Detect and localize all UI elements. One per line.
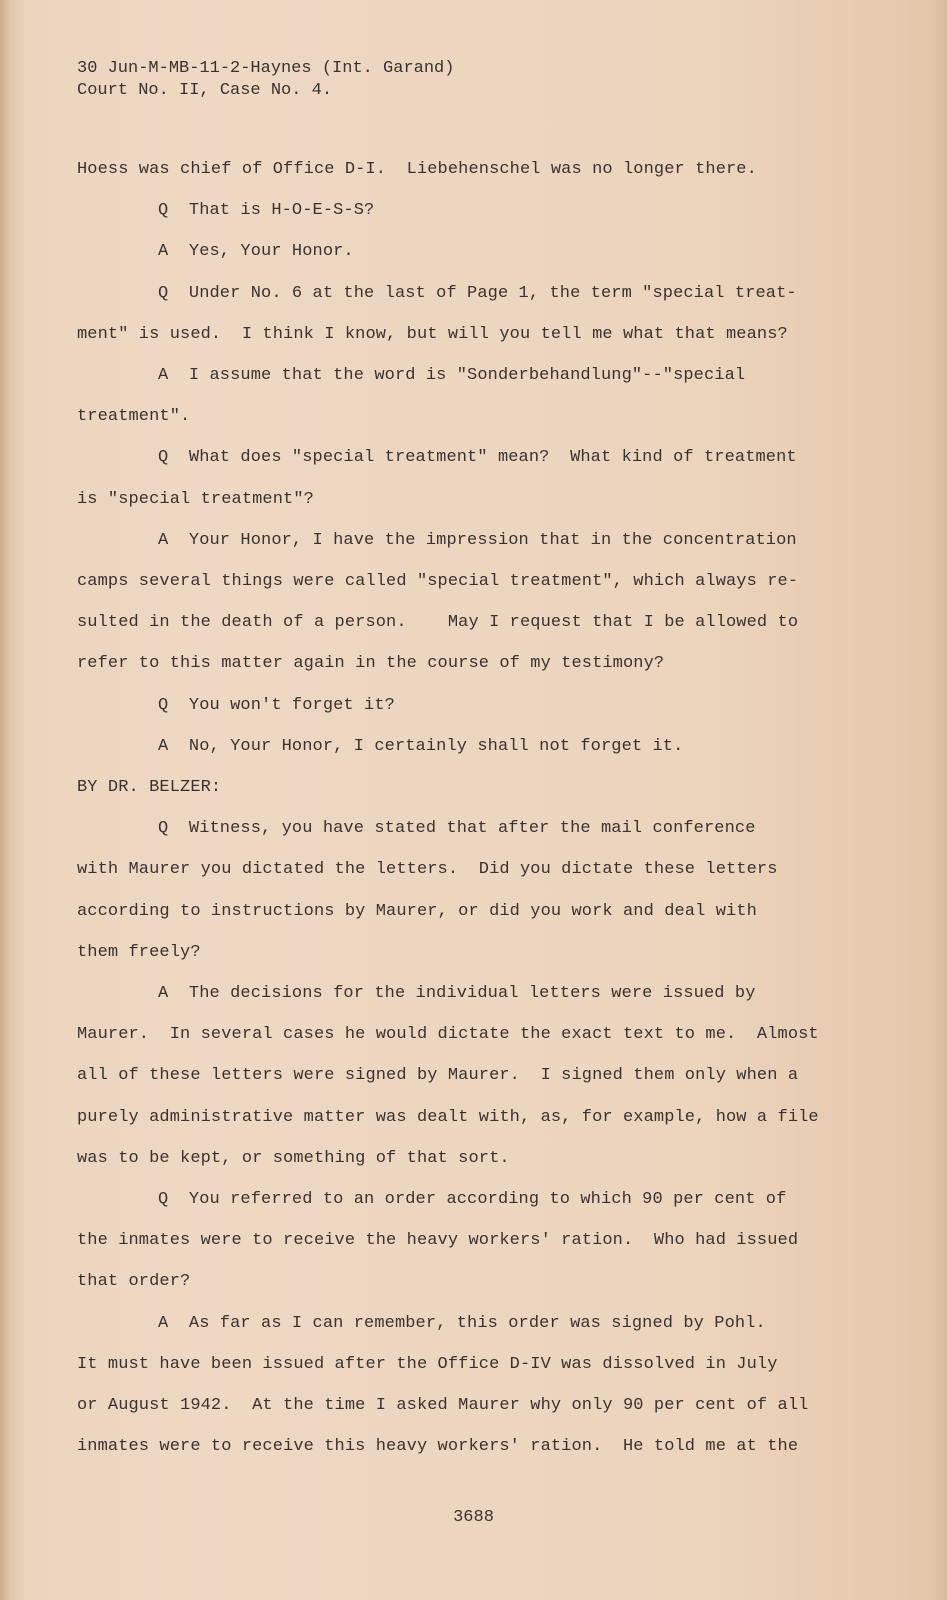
header-line-1: 30 Jun-M-MB-11-2-Haynes (Int. Garand) <box>77 59 455 78</box>
transcript-line: Q Witness, you have stated that after the mail conference <box>158 819 756 839</box>
transcript-line: A Your Honor, I have the impression that in the concentration <box>158 530 797 550</box>
transcript-line: A As far as I can remember, this order was signed by Pohl. <box>158 1313 766 1333</box>
transcript-line: refer to this matter again in the course of my testimony? <box>77 654 665 674</box>
transcript-line: camps several things were called "special treatment", which always re- <box>77 572 799 591</box>
transcript-line: inmates were to receive this heavy workers' ration. He told me at the <box>77 1437 799 1457</box>
transcript-line: A The decisions for the individual letters were issued by <box>158 984 756 1003</box>
transcript-line: Hoess was chief of Office D-I. Liebehenschel was no longer there. <box>77 160 757 179</box>
transcript-line: A Yes, Your Honor. <box>158 242 354 262</box>
transcript-line: A No, Your Honor, I certainly shall not forget it. <box>158 736 684 756</box>
transcript-line: the inmates were to receive the heavy workers' ration. Who had issued <box>77 1231 799 1251</box>
transcript-line: Q You referred to an order according to which 90 per cent of <box>158 1190 787 1209</box>
page-number: 3688 <box>453 1508 494 1527</box>
transcript-line: It must have been issued after the Office D-IV was dissolved in July <box>77 1354 778 1374</box>
transcript-line: or August 1942. At the time I asked Maurer why only 90 per cent of all <box>77 1396 809 1415</box>
transcript-line: that order? <box>77 1272 191 1292</box>
document-header <box>77 58 454 102</box>
transcript-line: Q What does "special treatment" mean? What kind of treatment <box>158 448 797 468</box>
transcript-line: all of these letters were signed by Maurer. I signed them only when a <box>77 1066 799 1086</box>
transcript-line: them freely? <box>77 942 201 962</box>
transcript-line: BY DR. BELZER: <box>77 778 222 797</box>
transcript-line: Q You won't forget it? <box>158 695 395 715</box>
transcript-line: Q That is H-O-E-S-S? <box>158 201 375 221</box>
transcript-line: was to be kept, or something of that sort. <box>77 1148 510 1168</box>
header-line-2: Court No. II, Case No. 4. <box>77 81 333 100</box>
transcript-line: with Maurer you dictated the letters. Did you dictate these letters <box>77 860 778 880</box>
transcript-line: according to instructions by Maurer, or did you work and deal with <box>77 901 757 921</box>
page-edge-shadow <box>0 0 10 1600</box>
transcript-line: Q Under No. 6 at the last of Page 1, the term "special treat- <box>158 283 797 303</box>
transcript-line: is "special treatment"? <box>77 489 314 509</box>
transcript-line: A I assume that the word is "Sonderbehandlung"--"special <box>158 366 746 385</box>
transcript-line: purely administrative matter was dealt with, as, for example, how a file <box>77 1107 819 1127</box>
transcript-line: ment" is used. I think I know, but will you tell me what that means? <box>77 324 788 344</box>
transcript-line: sulted in the death of a person. May I request that I be allowed to <box>77 613 799 633</box>
transcript-line: Maurer. In several cases he would dictate the exact text to me. Almost <box>77 1025 819 1045</box>
transcript-line: treatment". <box>77 407 191 427</box>
